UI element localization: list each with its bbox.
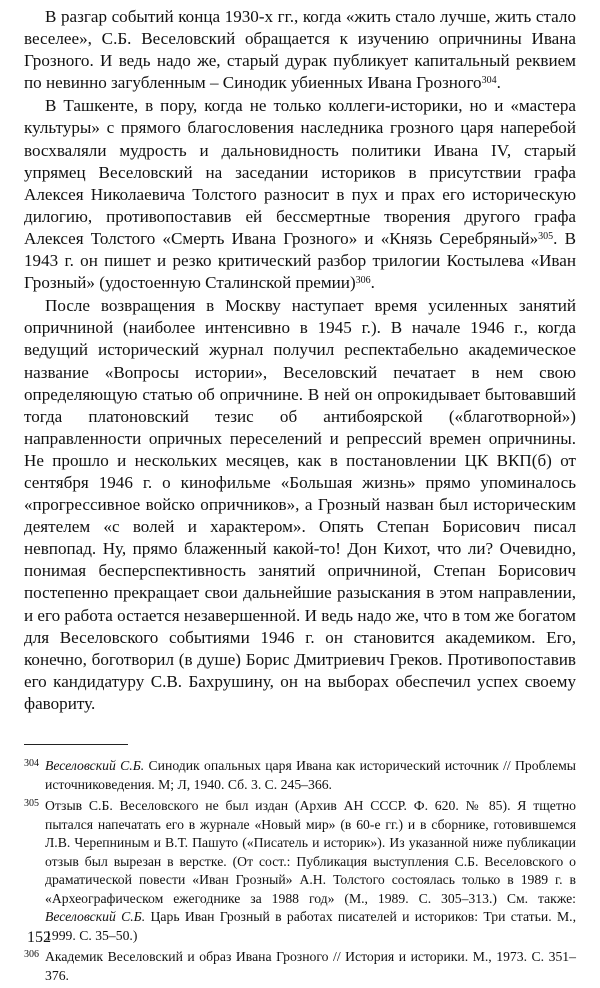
footnote-author: Веселовский С.Б. xyxy=(45,909,146,924)
paragraph-2 xyxy=(24,95,576,294)
footnote-tail: Царь Иван Грозный в работах писателей и историков: Три статьи. М., 1999. С. 35–50.) xyxy=(45,909,577,943)
paragraph-2-tail: . В 1943 г. он пишет и резко критический разбор трилогии Костылева «Иван Грозный» (удостоенную Сталинской премии) xyxy=(24,228,576,293)
paragraph-2-text: В Ташкенте, в пору, когда не только коллеги-историки, но и «мастера культуры» с прямого благословения наследника грозного царя наперебой восхваляли мудрость и дальновидность политики Ивана IV, старый упрямец Веселовский на заседании историков в присутствии графа Алексея Николаевича Толстого разносит в пух и прах его историческую дилогию, противопоставив ей бессмертные творения другого графа Алексея Толстого «Смерть Ивана Грозного» и «Князь Серебряный» xyxy=(24,96,576,248)
paragraph-1: В разгар событий конца 1930-х гг., когда «жить стало лучше, жить стало веселее», С.Б. Веселовский обращается к изучению опричнины Ивана Грозного. И ведь надо же, старый дурак публикует капитальный реквием по невинно загубленным – Синодик убиенных Ивана Грозного$^{304}$. xyxy=(24,7,576,93)
paragraph-2-end: . xyxy=(370,273,375,293)
footnote-text: Синодик опальных царя Ивана как исторический источник // Проблемы источниковедения. М; Л, 1940. Сб. 3. С. 245–366. xyxy=(45,758,576,792)
footnote-text: Отзыв С.Б. Веселовского не был издан (Архив АН СССР. Ф. 620. № 85). Я тщетно пытался напечатать его в журнале «Новый мир» (в 60-е гг.) и в сборнике, готовившемся Л.В. Черепниным и В.Т. Пашуто («Писатель и историк»). Из указанной ниже публикации отзыв был вырезан в верстке. (От сост.: Публикация выступления С.Б. Веселовского о драматической повести «Иван Грозный» А.Н. Толстого состоялась только в 1989 г. в «Археографическом ежегоднике за 1988 год» (М., 1989. С. 305–313.) См. также: xyxy=(45,798,576,906)
footnote-304: 304 Веселовский С.Б. Синодик опальных царя Ивана как исторический источник // Проблемы источниковедения. М; Л, 1940. Сб. 3. С. 245–366. xyxy=(24,758,576,792)
page-number: 152 xyxy=(27,929,51,946)
footnote-author: Веселовский С.Б. xyxy=(45,758,145,773)
paragraph-3-text: После возвращения в Москву наступает время усиленных занятий опричниной (наиболее интенсивно в 1945 г.). В начале 1946 г., когда ведущий исторический журнал получил респектабельно академическое название «Вопросы истории», Веселовский печатает в нем свою определяющую статью об опричнине. В ней он опрокидывает бытовавший тогда платоновский тезис об антибоярской («благотворной») направленности опричных переселений и репрессий времен опричнины. Не прошло и нескольких месяцев, как в постановлении ЦК ВКП(б) от сентября 1946 г. о кинофильме «Большая жизнь» прямо упоминалось «прогрессивное войско опричников», а Грозный назван был историческим деятелем «с волей и характером». Опять Степан Борисович писал невпопад. Ну, прямо блаженный какой-то! Дон Кихот, что ли? Очевидно, понимая бесперспективность занятий опричниной, Степан Борисович постепенно прекращает свои дальнейшие разыскания в этом направлении, и его работа остается незавершенной. И ведь надо же, что в том же богатом для Веселовского событиями 1946 г. он становится академиком. Его, конечно, боготворил (в душе) Борис Дмитриевич Греков. Противопоставив его кандидатуру С.В. Бахрушину, он на выборах обеспечил успех своему фавориту. xyxy=(24,296,576,713)
paragraph-1-text: В разгар событий конца 1930-х гг., когда «жить стало лучше, жить стало веселее», С.Б. Веселовский обращается к изучению опричнины Ивана Грозного. И ведь надо же, старый дурак публикует капитальный реквием по невинно загубленным – Синодик убиенных Ивана Грозного xyxy=(24,7,576,93)
footnote-ref-304[interactable]: 304 xyxy=(481,75,497,87)
footnote-305: 305 Отзыв С.Б. Веселовского не был издан (Архив АН СССР. Ф. 620. № 85). Я тщетно пытался напечатать его в журнале «Новый мир» (в 60-е гг.) и в сборнике, готовившемся Л.В. Черепниным и В.Т. Пашуто («Писатель и историк»). Из указанной ниже публикации отзыв был вырезан в верстке. (От сост.: Публикация выступления С.Б. Веселовского о драматической повести «Иван Грозный» А.Н. Толстого состоялась только в 1989 г. в «Археографическом ежегоднике за 1988 год» (М., 1989. С. 305–313.) См. также: Веселовский С.Б. Царь Иван Грозный в работах писателей и историков: Три статьи. М., 1999. С. 35–50.) xyxy=(24,798,577,943)
page xyxy=(24,6,576,988)
footnote-divider xyxy=(24,744,128,745)
paragraph-3 xyxy=(24,295,576,715)
footnote-ref-305[interactable]: 305 xyxy=(538,230,554,242)
footnotes xyxy=(24,757,576,985)
main-text xyxy=(24,6,576,715)
footnote-text: Академик Веселовский и образ Ивана Грозного // История и историки. М., 1973. С. 351–376. xyxy=(45,949,576,983)
footnote-ref-306[interactable]: 306 xyxy=(355,275,371,287)
footnote-306: 306 Академик Веселовский и образ Ивана Грозного // История и историки. М., 1973. С. 351–376. xyxy=(24,949,576,983)
